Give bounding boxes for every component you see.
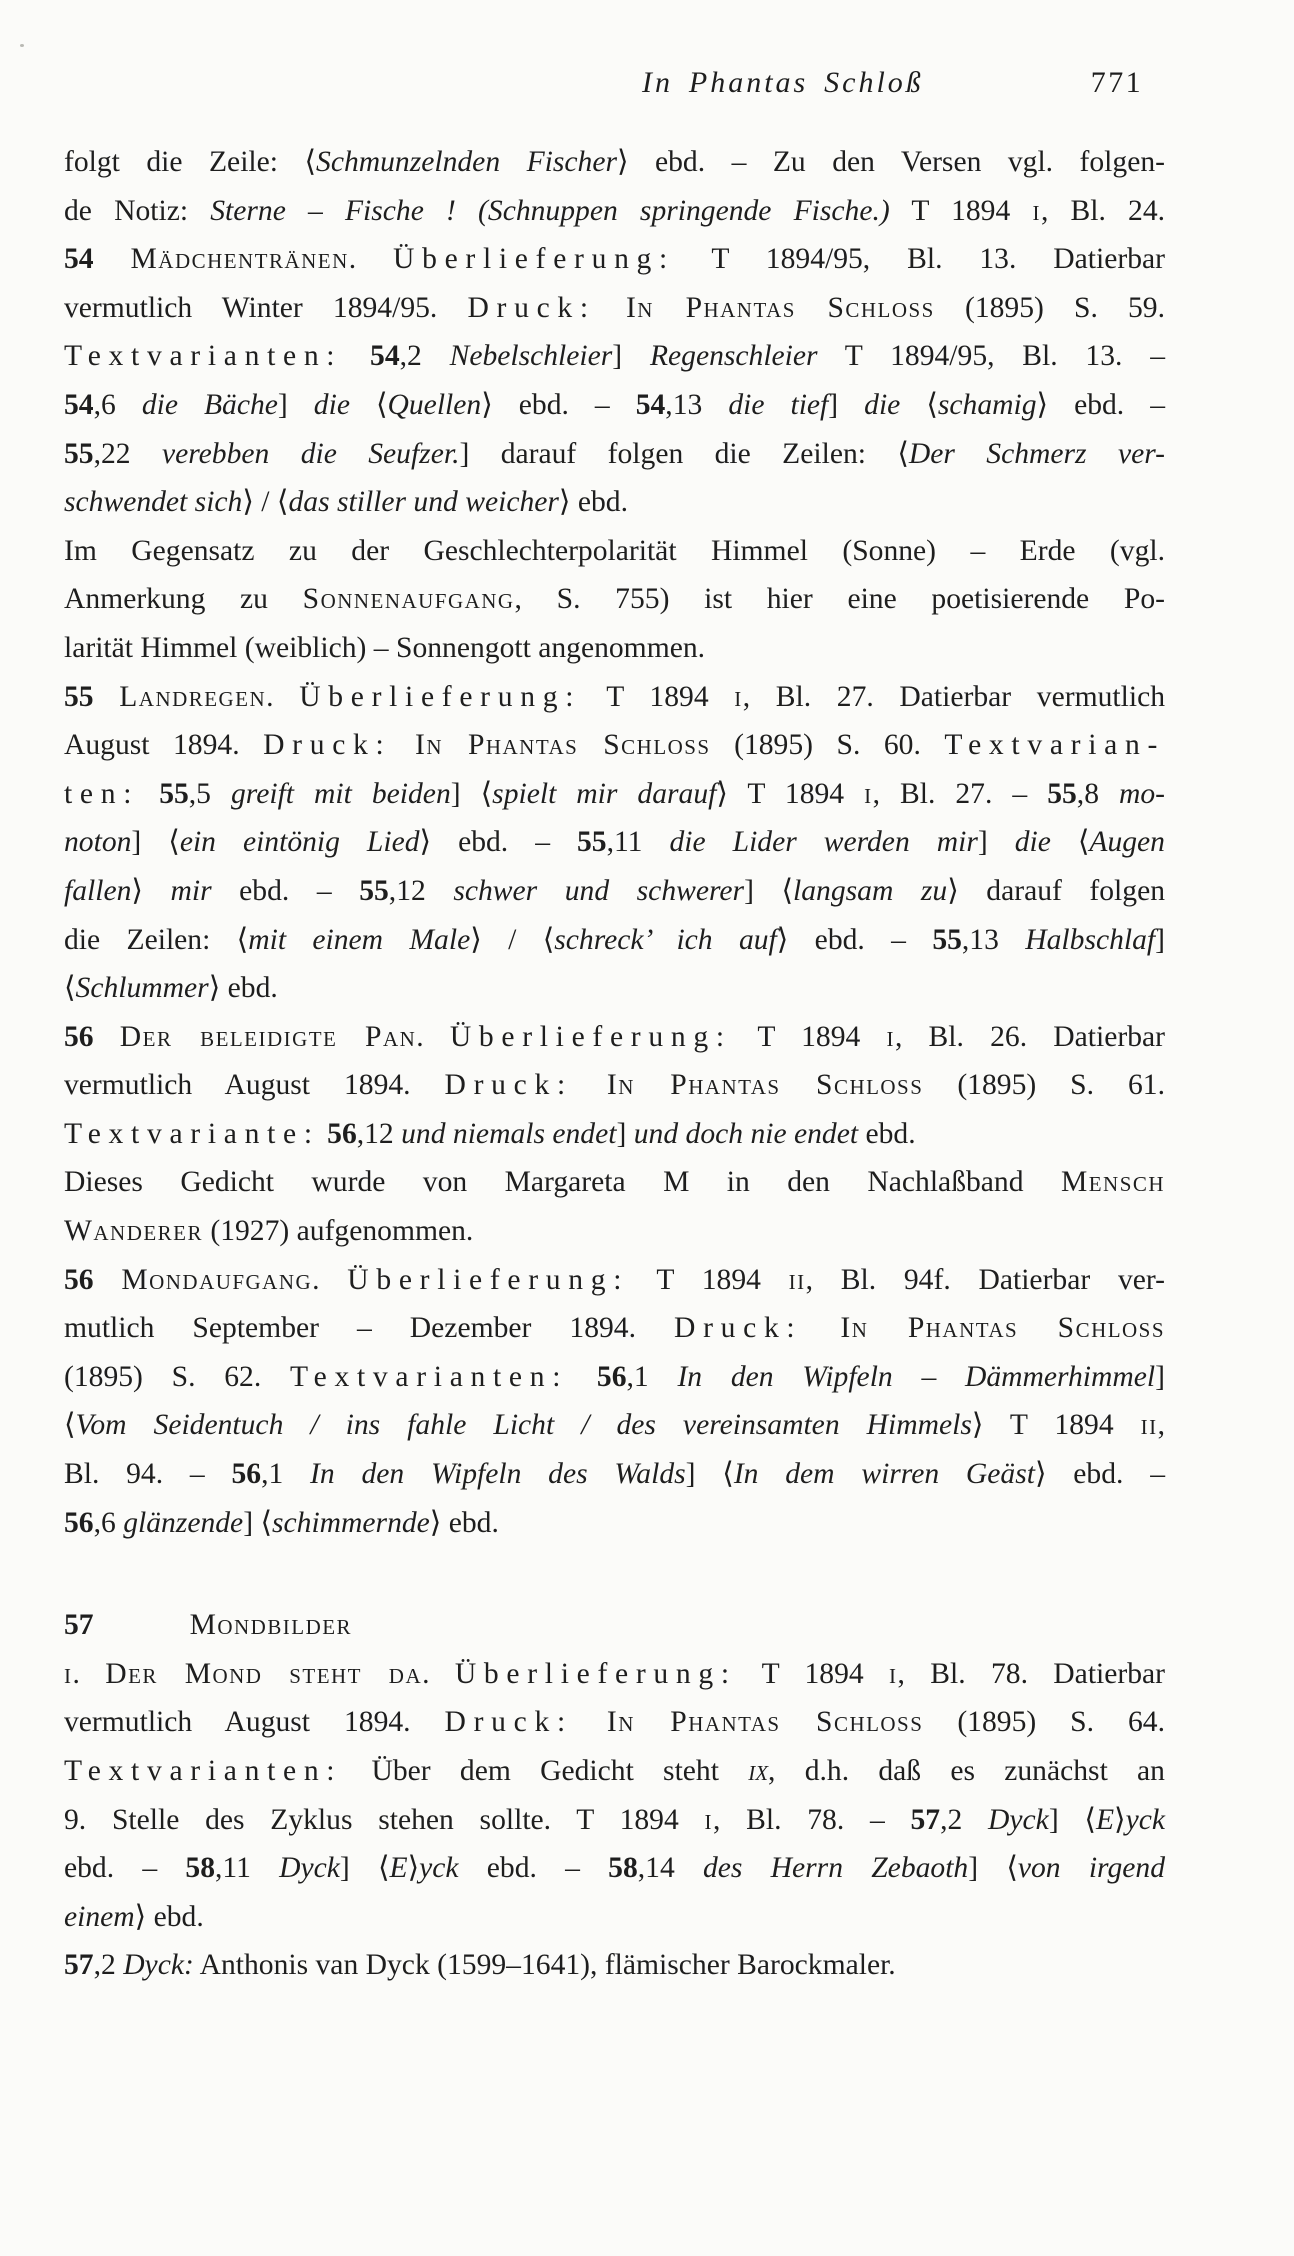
text-line [64,624,1165,673]
text-segment: In den Wipfeln – Dämmerhimmel [677,1360,1156,1393]
text-segment: , Bl. 24. [1040,194,1166,227]
text-segment: Über dem Gedicht steht [342,1755,749,1787]
text-segment [573,1069,607,1101]
text-segment: 56 [231,1458,262,1491]
text-line [64,1110,1165,1159]
text-segment: Mädchentränen [130,243,349,276]
text-line [64,673,1165,722]
text-segment: die [864,388,901,421]
text-segment: ,12 [388,874,454,907]
text-segment: Mensch [1060,1166,1165,1199]
text-line [64,138,1165,187]
text-segment: ] ⟨ [744,874,794,907]
text-line [64,770,1165,819]
text-segment: 57 [64,1609,94,1642]
text-segment: , Bl. 78. Datierbar [897,1657,1166,1690]
text-segment: . [312,1263,348,1296]
text-segment: ⟩ ebd. [429,1506,499,1539]
text-segment: T 1894 [731,1020,887,1053]
text-segment: fallen [64,874,132,907]
text-line [64,381,1165,430]
text-segment: ebd. – [458,1852,609,1885]
text-segment: die Lider werden mir [669,826,978,859]
text-segment: ⟩ ebd. [134,1900,204,1933]
text-segment: Überlieferung: [347,1263,630,1296]
text-segment: ⟨ [64,1409,76,1442]
text-line [64,1650,1165,1699]
text-segment: Der Schmerz ver- [908,437,1166,470]
text-segment: mo- [1119,777,1166,810]
text-segment: i [889,1657,898,1690]
text-segment [342,340,370,372]
text-segment: i [886,1020,895,1053]
text-segment: . [416,1020,450,1053]
text-segment: ] [828,388,865,421]
text-segment: 55 [359,874,389,907]
text-segment: 58 [185,1852,215,1885]
text-segment: 54 [635,388,666,421]
text-segment: ,1 [626,1360,678,1393]
text-segment: ⟩ / ⟨ [470,923,555,956]
text-segment: ,6 [93,388,142,421]
scan-speck [20,44,24,47]
text-segment: des Herrn Zebaoth [702,1852,969,1885]
text-line [64,1698,1165,1747]
text-segment: vermutlich August 1894. [64,1069,445,1102]
text-segment: ,2 [399,340,450,373]
text-segment: , Bl. 94f. Datierbar ver- [805,1263,1166,1296]
text-segment: Druck: [444,1706,573,1739]
text-segment: ix [748,1755,769,1787]
text-segment: schreck’ ich auf [554,923,777,956]
text-segment: (1927) aufgenommen. [202,1215,474,1248]
text-segment: 58 [608,1852,638,1885]
text-segment: (1895) S. 60. [710,729,945,762]
text-segment [94,681,120,713]
text-segment: 55 [576,826,607,859]
text-segment: ⟩ T 1894 [971,1409,1141,1442]
text-line [64,284,1165,333]
text-segment: Augen [1089,826,1165,859]
text-segment: T 1894 [889,194,1033,227]
text-segment: (1895) S. 62. [64,1360,290,1393]
text-segment: Druck: [263,729,392,762]
text-segment: ] [612,340,650,373]
text-segment: Anthonis van Dyck (1599–1641), flämischer Barockmaler. [193,1949,896,1982]
text-segment: ⟨ [349,388,388,421]
text-line [64,1013,1165,1062]
text-segment: ebd. [858,1117,916,1150]
text-segment: ,13 [961,923,1026,956]
text-line [64,478,1165,527]
text-segment: Textvariante: [64,1117,320,1150]
text-segment: Nebelschleier [449,340,613,373]
text-segment: ] ⟨ [968,1852,1018,1885]
text-segment: Überlieferung: [299,680,582,713]
text-segment: . [348,243,394,276]
text-line [64,1207,1165,1256]
text-segment: . [72,1657,106,1690]
text-segment: Dieses Gedicht wurde von Margareta M in den Nachlaßband [64,1166,1061,1199]
text-segment: yck [1125,1803,1165,1836]
text-segment: von irgend [1017,1852,1165,1885]
text-segment: 55 [159,777,189,810]
text-segment: ⟩ [131,874,171,907]
text-segment: T 1894/95, Bl. 13. – [817,340,1165,373]
text-segment: Anmerkung zu [64,583,303,616]
text-segment: August 1894. [64,729,264,762]
text-line [64,964,1165,1013]
text-line [64,1061,1165,1110]
text-segment: T 1894 [629,1263,789,1296]
text-segment: Textvarian- [944,729,1165,762]
text-segment: glänzende [123,1506,244,1539]
text-segment: In Phantas Schloss [840,1312,1165,1345]
text-segment: Mondbilder [189,1609,353,1642]
text-segment: 57 [64,1949,94,1982]
text-segment: In dem wirren Geäst [733,1458,1035,1491]
text-segment: E [389,1852,408,1885]
text-segment: und doch nie endet [633,1117,859,1150]
text-segment: Druck: [444,1069,573,1102]
text-line [64,818,1165,867]
text-segment: Schmunzelnden Fischer [316,146,617,178]
text-line [64,867,1165,916]
text-segment: folgt die Zeile: ⟨ [64,146,317,178]
text-segment: 56 [64,1506,94,1539]
text-segment: schwer und schwerer [453,874,745,907]
text-segment: ] darauf folgen die Zeilen: ⟨ [459,437,909,470]
text-segment: die [1014,826,1051,859]
text-line [64,721,1165,770]
text-segment: Überlieferung: [449,1020,732,1053]
text-segment: In Phantas Schloss [625,291,935,324]
text-segment: Dyck [279,1852,340,1885]
text-segment [596,292,626,324]
text-line [64,430,1165,479]
text-segment: 56 [64,1263,94,1296]
text-line [64,1353,1165,1402]
text-segment [391,729,415,761]
text-segment: ⟨ [900,388,938,421]
text-segment: In Phantas Schloss [606,1069,924,1102]
text-segment: Dyck: [123,1949,194,1982]
text-segment: ⟩ T 1894 [716,777,865,810]
text-segment: i [704,1803,713,1836]
text-line [64,235,1165,284]
text-segment: die Zeilen: ⟨ [64,923,249,956]
text-line [64,1401,1165,1450]
text-segment: 54 [64,388,94,421]
text-segment: ] ⟨ [339,1852,390,1885]
text-segment: ,12 [356,1117,402,1150]
text-segment: ] [1155,1360,1165,1393]
text-segment: Druck: [674,1312,803,1345]
text-line [64,1747,1165,1796]
text-segment: (1895) S. 59. [934,291,1165,324]
text-segment: 55 [1047,777,1077,810]
text-line [64,1941,1165,1990]
running-header [64,58,1165,107]
text-segment: 55 [64,680,94,713]
text-segment: (1895) S. 61. [923,1069,1165,1102]
text-segment: ein eintönig Lied [179,826,420,859]
text-segment: langsam zu [793,874,948,907]
text-segment: Bl. 94. – [64,1458,232,1491]
text-segment: ten: [64,777,140,810]
text-segment: schamig [937,388,1037,421]
text-segment: (1895) S. 64. [923,1706,1165,1739]
text-segment [94,1021,120,1053]
text-segment: yck [419,1852,459,1885]
text-segment: Vom Seidentuch / ins fahle Licht / des vereinsamten Himmels [75,1409,972,1442]
text-line [64,575,1165,624]
text-segment: Mondaufgang [121,1263,313,1296]
text-segment: ⟩ ebd. – Zu den Versen vgl. folgen- [616,146,1165,178]
text-line [64,1796,1165,1845]
text-segment: ,22 [93,437,162,470]
text-segment: Wanderer [64,1215,203,1248]
text-segment: ⟩ [1114,1803,1126,1836]
text-segment: ,6 [93,1506,124,1539]
text-segment: E [1095,1803,1115,1836]
text-segment: ,11 [606,826,670,859]
text-line [64,1844,1165,1893]
text-segment: In den Wipfeln des Walds [310,1458,686,1491]
text-segment: 55 [932,923,962,956]
text-segment: vermutlich August 1894. [64,1706,445,1739]
text-segment: ⟩ ebd. – [776,923,933,956]
text-segment: In Phantas Schloss [414,729,711,762]
text-segment: ,14 [637,1852,703,1885]
text-segment: de Notiz: [64,194,211,227]
text-segment: , S. 755) ist hier eine poetisierende Po- [514,583,1165,616]
text-segment: ii [788,1263,806,1296]
text-segment: ] [1155,923,1165,956]
text-segment: Sterne – Fische ! (Schnuppen springende Fische.) [210,194,890,227]
text-line [64,332,1165,381]
text-segment: ] ⟨ [243,1506,272,1539]
text-segment: ⟩ ebd. – [481,388,636,421]
text-line [64,916,1165,965]
text-segment: , Bl. 78. – [712,1803,911,1836]
text-segment: . [422,1657,455,1690]
section-heading-line [64,1601,1165,1650]
text-segment: schwendet sich [64,486,243,519]
text-line [64,1499,1165,1548]
text-segment: ⟨ [1050,826,1090,859]
text-segment: ⟩ ebd. [208,972,278,1005]
text-segment: ⟩ ebd. – [1034,1458,1165,1491]
text-segment: Textvarianten: [64,340,343,373]
text-segment: ] [616,1117,634,1150]
text-segment: 54 [64,243,94,276]
text-segment [139,778,159,810]
text-segment: i [64,1657,73,1690]
text-segment: 56 [327,1117,357,1150]
text-segment: ii [1140,1409,1158,1442]
text-segment: ] ⟨ [131,826,180,859]
page-number: 771 [1090,66,1143,99]
text-segment: ,13 [665,388,729,421]
text-segment [568,1361,597,1393]
text-segment: Quellen [387,388,482,421]
text-segment: Sonnenaufgang [302,583,515,616]
text-segment [94,243,131,275]
text-segment: , Bl. 26. Datierbar [894,1020,1165,1053]
text-segment: ] [277,388,314,421]
text-segment: T 1894 [581,680,735,713]
text-segment: spielt mir darauf [492,777,717,810]
text-segment: T 1894/95, Bl. 13. Datierbar [674,243,1165,276]
text-segment: ebd. – [211,874,360,907]
text-segment: Der Mond steht da [105,1657,423,1690]
text-segment: 57 [910,1803,941,1836]
text-line [64,1893,1165,1942]
text-segment: greift mit beiden [231,777,451,810]
text-segment: noton [64,826,132,859]
text-segment: einem [64,1900,135,1933]
text-segment: Regenschleier [649,340,818,373]
text-segment: T 1894 [736,1657,890,1690]
text-line [64,1450,1165,1499]
text-segment: , d.h. daß es zunächst an [768,1755,1165,1787]
text-segment: ⟩ darauf folgen [947,874,1166,907]
text-segment: 56 [64,1020,94,1053]
running-title: In Phantas Schloß [642,66,924,99]
text-segment: und niemals endet [401,1117,617,1150]
text-segment: die [313,388,350,421]
text-line [64,1256,1165,1305]
text-segment: mit einem Male [248,923,471,956]
text-segment: Dyck [988,1803,1049,1836]
text-segment: . [266,680,300,713]
text-segment: Textvarianten: [64,1755,343,1787]
text-segment: Druck: [467,291,596,324]
text-segment: ,1 [261,1458,311,1491]
text-segment: ,5 [188,777,231,810]
text-segment: vermutlich Winter 1894/95. [64,291,468,324]
text-segment: ebd. – [64,1852,186,1885]
text-segment: Überlieferung: [454,1657,737,1690]
text-segment: larität Himmel (weiblich) – Sonnengott angenommen. [64,631,706,664]
text-segment: 55 [64,437,94,470]
text-segment: ,2 [93,1949,124,1982]
text-segment: ⟩ ebd. [558,486,628,519]
text-segment: ] ⟨ [685,1458,734,1491]
text-segment: , [1157,1409,1165,1442]
text-segment [802,1312,840,1344]
text-line [64,1158,1165,1207]
text-segment: Textvarianten: [289,1360,569,1393]
text-segment: mutlich September – Dezember 1894. [64,1312,674,1345]
text-segment: 54 [370,340,400,373]
text-segment: , Bl. 27. – [872,777,1048,810]
text-segment: ,2 [940,1803,989,1836]
text-segment: 9. Stelle des Zyklus stehen sollte. T 1894 [64,1803,705,1836]
text-segment: ] ⟨ [1048,1803,1096,1836]
text-segment: i [1032,194,1041,227]
text-segment: Landregen [119,680,267,713]
text-segment: Überlieferung: [393,243,675,276]
text-segment: i [864,777,873,810]
text-segment: ⟩ ebd. – [1036,388,1166,421]
text-segment: Halbschlaf [1025,923,1156,956]
text-segment: schimmernde [272,1506,430,1539]
text-segment: ⟩ / ⟨ [242,486,289,519]
text-segment: In Phantas Schloss [606,1706,924,1739]
text-segment: mir [170,874,212,907]
text-segment: verebben die Seufzer. [161,437,460,470]
text-segment: Schlummer [75,972,209,1005]
text-segment [573,1706,607,1738]
text-segment: i [734,680,743,713]
text-line [64,527,1165,576]
text-segment: Der beleidigte Pan [119,1020,417,1053]
text-block [64,138,1165,1990]
text-segment: ⟨ [64,972,76,1005]
text-segment: die Bäche [141,388,278,421]
text-segment: das stiller und weicher [288,486,559,519]
text-segment: ] [977,826,1015,859]
text-segment: ,11 [214,1852,280,1885]
text-segment: ] ⟨ [450,777,493,810]
text-segment: Im Gegensatz zu der Geschlechterpolarität Himmel (Sonne) – Erde (vgl. [64,534,1165,567]
text-segment: 56 [596,1360,627,1393]
text-segment: ⟩ [407,1852,420,1885]
text-line [64,1304,1165,1353]
text-segment: ⟩ ebd. – [419,826,577,859]
text-segment [94,1264,122,1296]
text-line [64,187,1165,236]
text-segment: , Bl. 27. Datierbar vermutlich [742,680,1166,713]
text-segment: ,8 [1076,777,1120,810]
text-segment: die tief [728,388,829,421]
